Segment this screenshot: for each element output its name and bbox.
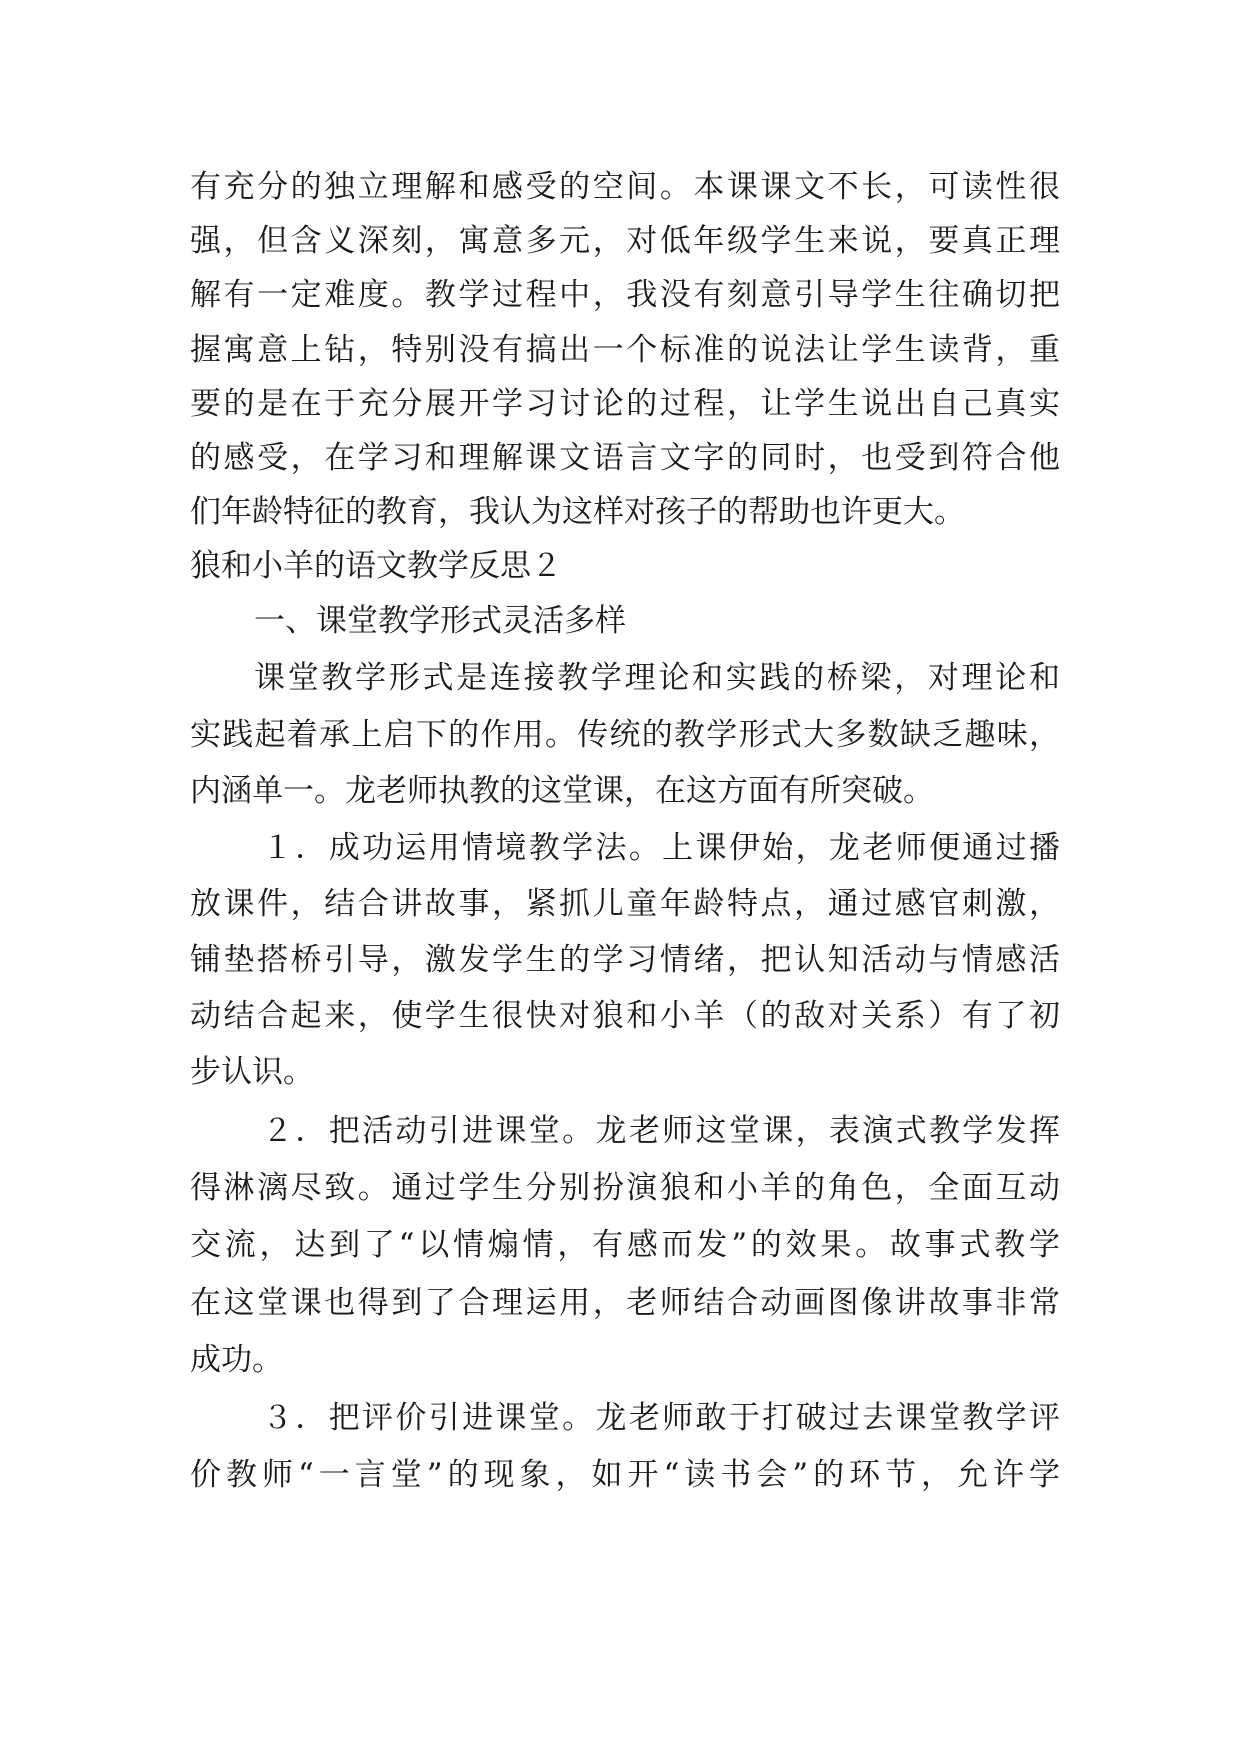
- paragraph-line: 内涵单一。龙老师执教的这堂课，在这方面有所突破。: [190, 773, 934, 809]
- paragraph-line: ２．把活动引进课堂。龙老师这堂课，表演式教学发挥: [262, 1113, 1060, 1149]
- paragraph-line: 在这堂课也得到了合理运用，老师结合动画图像讲故事非常: [190, 1285, 1060, 1321]
- paragraph-line: 有充分的独立理解和感受的空间。本课课文不长，可读性很: [190, 169, 1060, 205]
- paragraph-line: 实践起着承上启下的作用。传统的教学形式大多数缺乏趣味，: [190, 717, 1060, 753]
- subsection-heading: 一、课堂教学形式灵活多样: [254, 603, 626, 639]
- paragraph-line: 们年龄特征的教育，我认为这样对孩子的帮助也许更大。: [190, 494, 965, 530]
- paragraph-line: 握寓意上钻，特别没有搞出一个标准的说法让学生读背，重: [190, 332, 1060, 368]
- paragraph-line: 强，但含义深刻，寓意多元，对低年级学生来说，要真正理: [190, 223, 1060, 259]
- paragraph-line: 的感受，在学习和理解课文语言文字的同时，也受到符合他: [190, 440, 1060, 476]
- paragraph-line: 动结合起来，使学生很快对狼和小羊（的敌对关系）有了初: [190, 998, 1060, 1034]
- paragraph-line: 价教师“一言堂”的现象，如开“读书会”的环节，允许学: [190, 1457, 1060, 1493]
- paragraph-line: 步认识。: [190, 1054, 314, 1090]
- paragraph-line: 要的是在于充分展开学习讨论的过程，让学生说出自己真实: [190, 386, 1060, 422]
- paragraph-line: １．成功运用情境教学法。上课伊始，龙老师便通过播: [262, 830, 1060, 866]
- section-heading: 狼和小羊的语文教学反思２: [190, 548, 562, 584]
- paragraph-line: 成功。: [190, 1342, 283, 1378]
- paragraph-line: 课堂教学形式是连接教学理论和实践的桥梁，对理论和: [254, 660, 1060, 696]
- paragraph-line: 交流，达到了“以情煽情，有感而发”的效果。故事式教学: [190, 1227, 1060, 1263]
- paragraph-line: 放课件，结合讲故事，紧抓儿童年龄特点，通过感官刺激，: [190, 886, 1060, 922]
- paragraph-line: 铺垫搭桥引导，激发学生的学习情绪，把认知活动与情感活: [190, 942, 1060, 978]
- paragraph-line: ３．把评价引进课堂。龙老师敢于打破过去课堂教学评: [262, 1400, 1060, 1436]
- paragraph-line: 得淋漓尽致。通过学生分别扮演狼和小羊的角色，全面互动: [190, 1170, 1060, 1206]
- paragraph-line: 解有一定难度。教学过程中，我没有刻意引导学生往确切把: [190, 277, 1060, 313]
